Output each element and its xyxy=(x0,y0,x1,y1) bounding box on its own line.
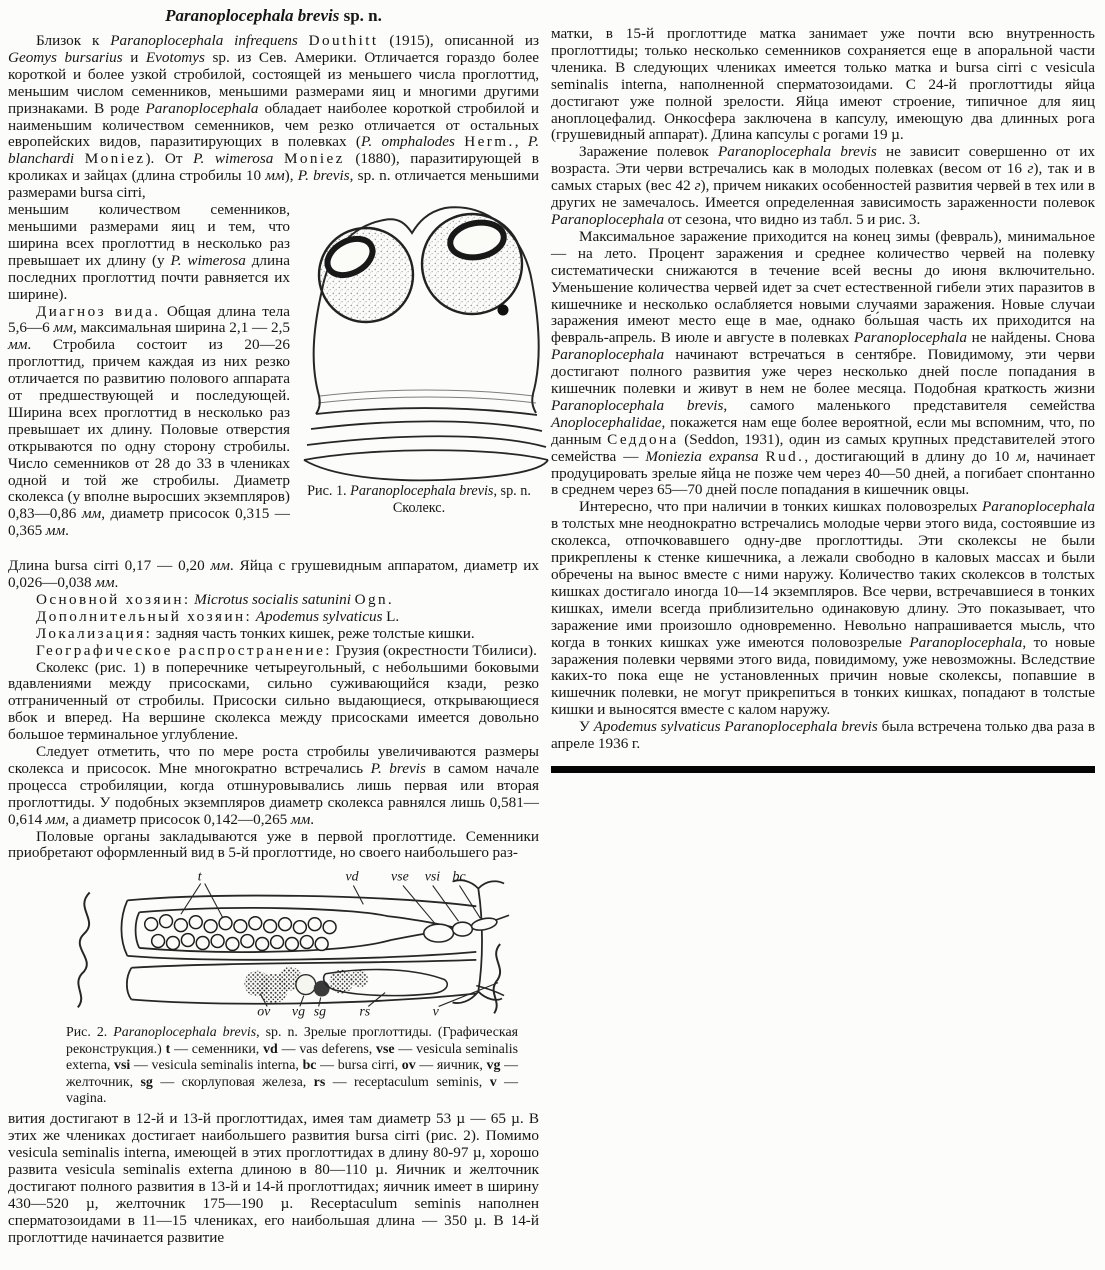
figure2-proglottid xyxy=(56,866,539,1023)
ink-spot xyxy=(498,305,509,316)
paragraph-apodemus: У Apodemus sylvaticus Paranoplocephala brevis была встречена только два раза в апреле 1936 г. xyxy=(551,718,1095,753)
figure2-proglottid-illustration xyxy=(56,866,512,1018)
label-vas-deferens: vd xyxy=(345,869,359,885)
paragraph-young-worms: Интересно, что при наличии в тонких кишках половозрелых Paranoplocephala в толстых мне неоднократно встречались молодые черви этого вида, состоявшие из сколекса, отпочковавшего одну-две проглоттиды. Эти сколексы не были прикреплены к стенке кишечника, а лежали свободно в каловых массах и были обречены на вынос вместе с ними наружу. Количество таких сколексов в толстых кишках достигало иногда 10—14 экземпляров. Все черви, встречавшиеся в тонких кишках, имели всегда приблизительно одинаковую длину. Это показывает, что заражение ими произошло одновременно. Невольно напрашивается мысль, что когда в тонких кишках уже имеются половозрелые Paranoplocephala, то новые заражения полевки червями этого вида, повидимому, уже невозможны. Вследствие каких-то пока еще не установленных причин новые сколексы, попавшие в кишечник полевки, не могут прикрепиться в тонких кишках, попадают в толстые кишки и выносятся вместе с калом наружу. xyxy=(551,498,1096,719)
label-bursa-cirri: bc xyxy=(452,869,466,885)
paragraph-infection-age: Заражение полевок Paranoplocephala brevis не зависит совершенно от их возраста. Эти черви встречались как в молодых полевках (весом от 16 г), так и в самых старых (вес 42 г), причем никаких особенностей развития червей в тех или в других не замечалось. Имеется определенная зависимость зараженности полевок Paranoplocephala от сезона, что видно из табл. 5 и рис. 3. xyxy=(551,143,1095,228)
label-vitellarium: vg xyxy=(291,1004,306,1020)
paragraph-scolex-description: Сколекс (рис. 1) в поперечнике четыреугольный, с небольшими боковыми вдавлениями между присосками, сильно суживающийся кзади, резко отграниченный от стробилы. Присоски сильно выдающиеся, открывающиеся вбок и вперед. На вершине сколекса между присосками имеется довольно большое терминальное углубление. xyxy=(8,658,539,744)
label-vagina: v xyxy=(432,1004,439,1020)
host-line-additional: Дополнительный хозяин: Apodemus sylvaticus L. xyxy=(36,607,400,625)
species-title-suffix: sp. n. xyxy=(339,6,382,25)
paragraph-final-left: вития достигают в 12-й и 13-й проглоттидах, имея там диаметр 53 µ — 65 µ. В этих же члениках достигает наибольшего развития bursa cirri (рис. 2). Помимо vesicula seminalis interna, имеющей в этих проглоттидах в длину 80-97 µ, хорошо развита vesicula seminalis externa длиною в 80—110 µ. Яичник и желточник достигают полного развития в 13-й и 14-й проглоттидах; яичник имеет в ширину 430—520 µ, желточник 175—190 µ. Receptaculum seminis наполнен сперматозоидами в 11—15 члениках, его наибольшая длина — 350 µ. В 14-й проглоттиде начинается развитие xyxy=(8,1110,539,1246)
section-divider-bar xyxy=(551,766,1095,773)
paragraph-intro-continued: меньшим количеством семенников, меньшими размерами яиц и тем, что ширина всех проглоттид в несколько раз превышает их длину (у P. wimerosa длина последних проглоттид почти равняется их ширине). xyxy=(8,201,290,303)
paragraph-uterus: матки, в 15-й проглоттиде матка занимает уже почти всю внутренность проглоттиды; только несколько семенников сохраняется еще в апоральной части членика. В следующих члениках имеется только матка и bursa cirri с vesicula seminalis interna, наполненной сперматозоидами. С 24-й проглоттиды яйца достигают уже полной зрелости. Яйца имеют строение, типичное для яиц аноплоцефалид. Онкосфера заключена в капсулу, имеющую два длинных рога (грушевидный аппарат). Длина капсулы с рогами 19 µ. xyxy=(551,25,1095,144)
paragraph-genital-organs: Половые органы закладываются уже в первой проглоттиде. Семенники приобретают оформленный вид в 5-й проглоттиде, но своего наибольшего раз- xyxy=(8,827,539,862)
figure1-caption-line2: Сколекс. xyxy=(392,499,446,516)
figure1-scolex xyxy=(294,190,544,516)
paragraph-seasonal-infection: Максимальное заражение приходится на конец зимы (февраль), минимальное — на лето. Процент заражения и среднее количество червей на полевку систематически снижаются в течение всей весны до июня включительно. Уменьшение количества червей идет за счет естественной гибели этих паразитов в кишечнике и несколько ослабляется новыми случаями заражения. Новые случаи заражения имеют место еще в мае, однако бо́льшая часть их приходится на февраль-апрель. В июле и августе в полевках Paranoplocephala не найдены. Снова Paranoplocephala начинают встречаться в сентябре. Повидимому, эти черви достигают полного развития уже через несколько дней после попадания в кишечник полевки и живут в нем не более месяца. Подобная краткость жизни Paranoplocephala brevis, самого маленького представителя семейства Anoplocephalidae, покажется нам еще более вероятной, если мы вспомним, что, по данным Седдона (Seddon, 1931), один из самых крупных представителей этого семейства — Moniezia expansa Rud., достигающий в длину до 10 м, начинает продуцировать зрелые яйца не позже чем через 40—50 дней, а погибает спонтанно в среднем через 65—70 дней после попадания в кишечник овцы. xyxy=(551,227,1096,499)
figure1-caption-line1: Рис. 1. Paranoplocephala brevis, sp. n. xyxy=(307,483,531,499)
paragraph-growth: Следует отметить, что по мере роста стробилы увеличиваются размеры сколекса и присосок. Мне многократно встречались P. brevis в самом начале процесса стробиляции, когда отшнуровывались лишь первая или вторая проглоттиды. У подобных экземпляров диаметр сколекса равнялся лишь 0,581—0,614 мм, а диаметр присосок 0,142—0,265 мм. xyxy=(8,743,540,828)
label-shell-gland: sg xyxy=(313,1004,327,1020)
paragraph-bursa-measurements: Длина bursa cirri 0,17 — 0,20 мм. Яйца с грушевидным аппаратом, диаметр их 0,026—0,038 мм. xyxy=(8,557,539,591)
figure1-caption xyxy=(294,483,544,516)
label-vesicula-externa: vse xyxy=(391,869,409,885)
paragraph-diagnosis: Диагноз вида. Общая длина тела 5,6—6 мм, максимальная ширина 2,1 — 2,5 мм. Стробила состоит из 20—26 проглоттид, причем каждая из них резко отличается по развитию полового аппарата от предшествующей и последующей. Ширина всех проглоттид в несколько раз превышает их длину. Половые отверстия открываются по одну сторону стробилы. Число семенников от 28 до 33 в члениках одной и той же стробилы. Диаметр сколекса (у вполне выросших экземпляров) 0,83—0,86 мм, диаметр присосок 0,315 — 0,365 мм. xyxy=(8,302,290,540)
label-receptaculum: rs xyxy=(359,1004,371,1020)
host-line-localization: Локализация: задняя часть тонких кишек, реже толстые кишки. xyxy=(36,624,475,642)
text-beside-figure1 xyxy=(8,202,290,558)
species-title xyxy=(8,6,539,26)
figure2-caption: Рис. 2. Paranoplocephala brevis, sp. n. Зрелые проглоттиды. (Графическая реконструкция.) t — семенники, vd — vas deferens, vse — vesicula seminalis externa, vsi — vesicula seminalis interna, bc — bursa cirri, ov — яичник, vg — желточник, sg — скорлуповая железа, rs — receptaculum seminis, v — vagina. xyxy=(66,1025,519,1106)
label-ovary: ov xyxy=(257,1004,271,1020)
left-column xyxy=(8,0,539,1247)
label-vesicula-interna: vsi xyxy=(424,869,441,885)
species-title-latin: Paranoplocephala brevis xyxy=(165,6,340,25)
figure1-scolex-illustration xyxy=(296,190,542,480)
host-line-distribution: Географическое распространение: Грузия (окрестности Тбилиси). xyxy=(36,641,537,659)
label-testes: t xyxy=(197,869,202,885)
host-line-main: Основной хозяин: Microtus socialis satunini Ogn. xyxy=(36,590,395,608)
right-column xyxy=(551,26,1095,773)
paragraph-intro: Близок к Paranoplocephala infrequens Douthitt (1915), описанной из Geomys bursarius и Evotomys sp. из Сев. Америки. Отличается гораздо более короткой и более узкой стробилой, состоящей из меньшего числа проглоттид, меньшим числом семенников, меньшими размерами яиц и многими другими признаками. В роде Paranoplocephala обладает наиболее короткой стробилой и наименьшим количеством семенников, чем резко отличается от остальных европейских видов, паразитирующих в полевках (P. omphalodes Herm., P. blanchardi Moniez). От P. wimerosa Moniez (1880), паразитирующей в кроликах и зайцах (длина стробилы 10 мм), P. brevis, sp. n. отличается меньшими размерами bursa cirri, xyxy=(8,32,540,202)
